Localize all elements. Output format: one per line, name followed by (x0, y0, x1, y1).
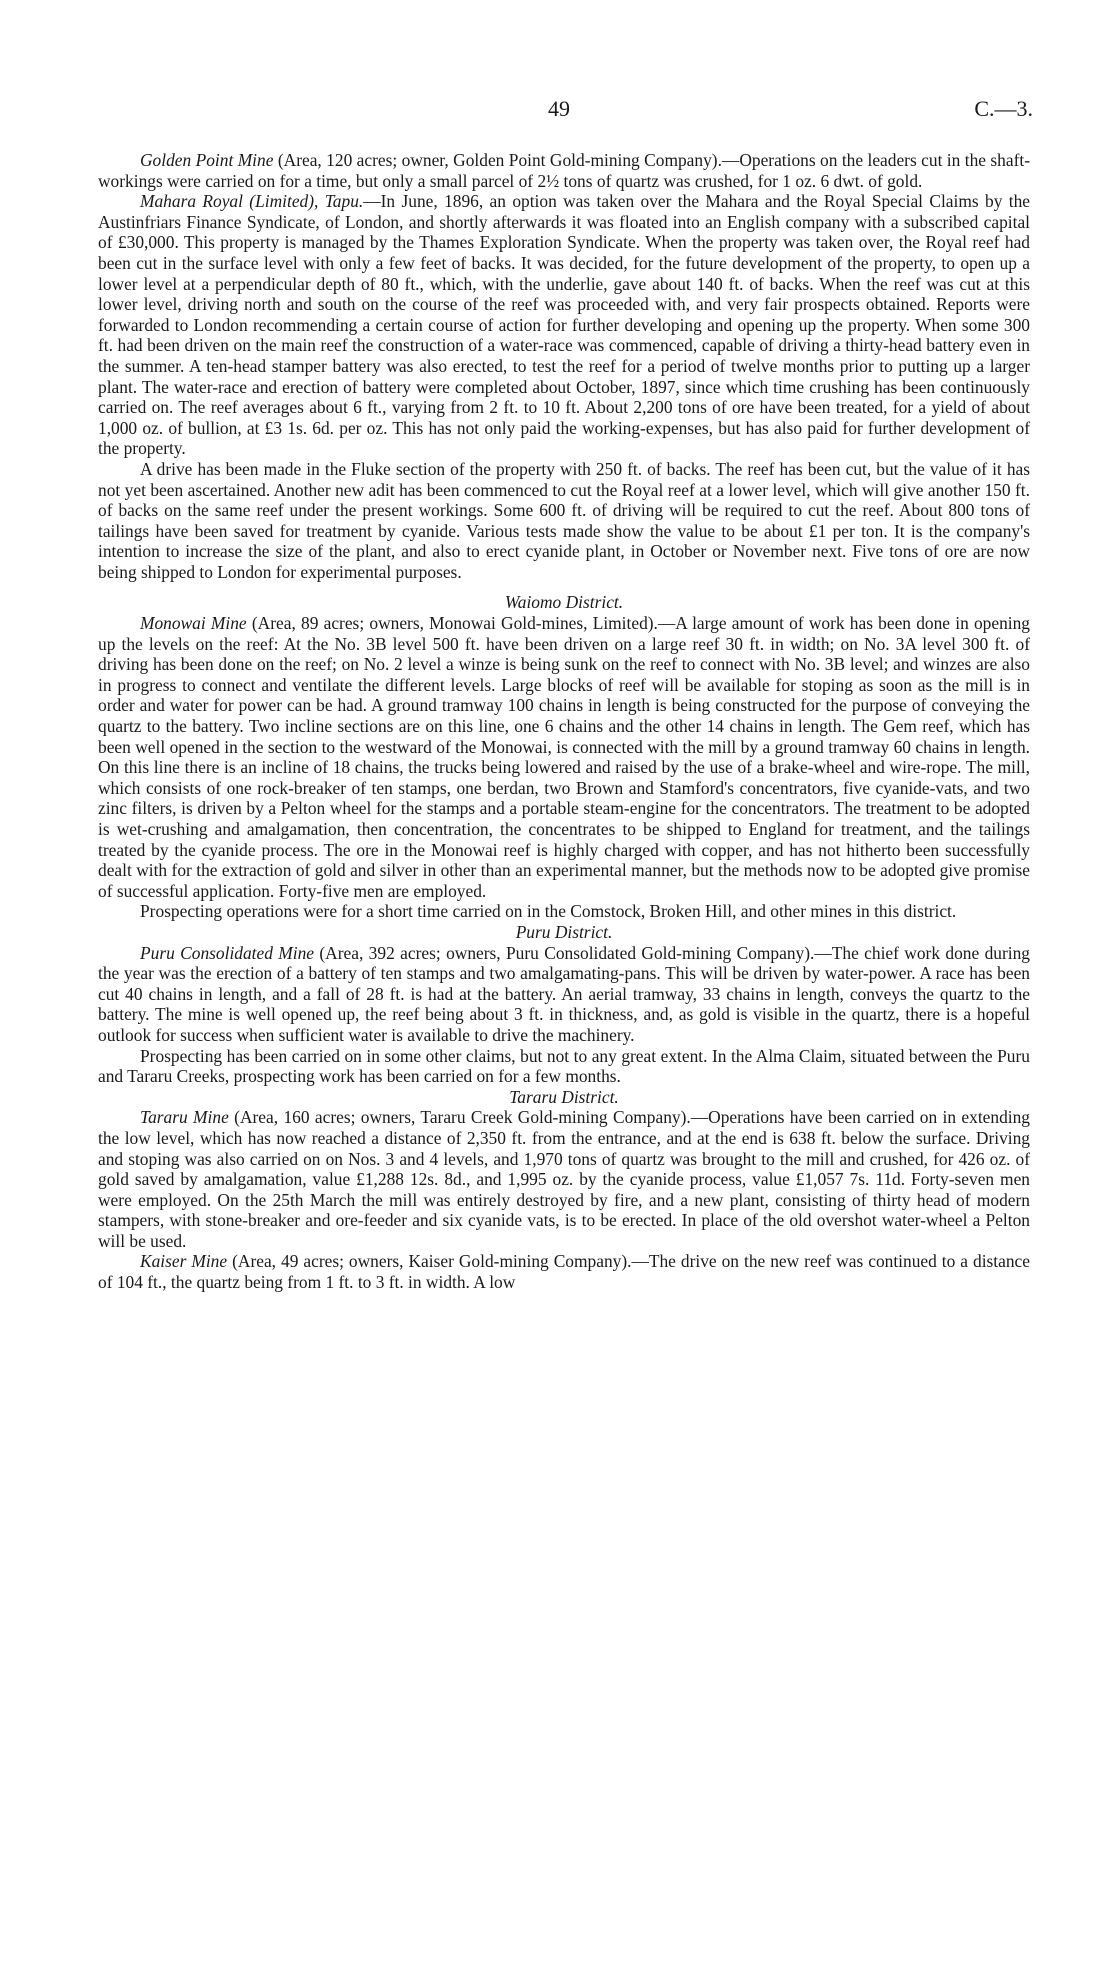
paragraph-text: (Area, 49 acres; owners, Kaiser Gold-mining Company).—The drive on the new reef was continued to a distance of 104 ft., the quartz being from 1 ft. to 3 ft. in width. A low (98, 1251, 1030, 1293)
paragraph-text: A drive has been made in the Fluke section of the property with 250 ft. of backs. The reef has been cut, but the value of it has not yet been ascertained. Another new adit has been commenced to cut the Royal reef at a lower level, which will give another 150 ft. of backs on the same reef under the present workings. Some 600 ft. of driving will be required to cut the reef. About 800 tons of tailings have been saved for treatment by cyanide. Various tests made show the value to be about £1 per ton. It is the company's intention to increase the size of the plant, and also to erect cyanide plant, in October or November next. Five tons of ore are now being shipped to London for experimental purposes. (98, 458, 1030, 582)
mine-name: Puru Consolidated Mine (140, 942, 315, 963)
paragraph-tararu (98, 1107, 1030, 1251)
paragraph-text: (Area, 89 acres; owners, Monowai Gold-mines, Limited).—A large amount of work has been done in opening up the levels on the reef: At the No. 3B level 500 ft. have been driven on a large reef 30 ft. in width; on No. 3A level 300 ft. of driving has been done on the reef; on No. 2 level a winze is being sunk on the reef to connect with No. 3B level; and winzes are also in progress to connect and ventilate the different levels. Large blocks of reef will be available for stoping as soon as the mill is in order and water for power can be had. A ground tramway 100 chains in length is being constructed for the purpose of conveying the quartz to the battery. Two incline sections are on this line, one 6 chains and the other 14 chains in length. The Gem reef, which has been well opened in the section to the westward of the Monowai, is connected with the mill by a ground tramway 60 chains in length. On this line there is an incline of 18 chains, the trucks being lowered and raised by the use of a brake-wheel and wire-rope. The mill, which consists of one rock-breaker of ten stamps, one berdan, two Brown and Stamford's concentrators, five cyanide-vats, and two zinc filters, is driven by a Pelton wheel for the stamps and a portable steam-engine for the concentrators. The treatment to be adopted is wet-crushing and amalgamation, then concentration, the concentrates to be shipped to England for treatment, and the tailings treated by the cyanide process. The ore in the Monowai reef is highly charged with copper, and has not hitherto been successfully dealt with for the extraction of gold and silver in other than an experimental manner, but the methods now to be adopted give promise of successful application. Forty-five men are employed. (98, 613, 1031, 901)
paragraph-puru-consolidated (98, 943, 1030, 1046)
paragraph-fluke-drive (98, 459, 1030, 583)
mine-name: Tararu Mine (140, 1107, 229, 1128)
paragraph-kaiser (98, 1251, 1030, 1292)
heading-puru-district: Puru District. (515, 921, 613, 942)
paragraph-mahara-royal (98, 191, 1030, 459)
paragraph-alma (98, 1046, 1030, 1087)
paragraph-comstock (98, 901, 1030, 922)
mine-name: Mahara Royal (Limited), Tapu. (140, 191, 364, 212)
paragraph-text: (Area, 120 acres; owner, Golden Point Gold-mining Company).—Operations on the leaders cut in the shaft-workings were carried on for a time, but only a small parcel of 2½ tons of quartz was crushed, for 1 oz. 6 dwt. of gold. (98, 150, 1030, 191)
page-header (0, 96, 1114, 126)
heading-waiomo-district: Waiomo District. (504, 592, 624, 613)
mine-name: Golden Point Mine (140, 150, 274, 170)
paragraph-text: Prospecting has been carried on in some other claims, but not to any great extent. In the Alma Claim, situated between the Puru and Tararu Creeks, prospecting work has been carried on for a few months. (98, 1045, 1030, 1087)
paragraph-golden-point (98, 150, 1030, 191)
paragraph-text: —In June, 1896, an option was taken over the Mahara and the Royal Special Claims by the Austinfriars Finance Syndicate, of London, and shortly afterwards it was floated into an English company with a subscribed capital of £30,000. This property is managed by the Thames Exploration Syndicate. When the property was taken over, the Royal reef had been cut in the surface level with only a few feet of backs. It was decided, for the future development of the property, to open up a lower level at a perpendicular depth of 80 ft., which, with the underlie, gave about 140 ft. of backs. When the reef was cut at this lower level, driving north and south on the course of the reef was proceeded with, and very fair prospects obtained. Reports were forwarded to London recommending a certain course of action for further developing and opening up the property. When some 300 ft. had been driven on the main reef the construction of a water-race was commenced, capable of driving a thirty-head battery even in the summer. A ten-head stamper battery was also erected, to test the reef for a period of twelve months prior to putting up a larger plant. The water-race and erection of battery were completed about October, 1897, since which time crushing has been continuously carried on. The reef averages about 6 ft., varying from 2 ft. to 10 ft. About 2,200 tons of ore have been treated, for a yield of about 1,000 oz. of bullion, at £3 1s. 6d. per oz. This has not only paid the working-expenses, but has also paid for further development of the property. (98, 191, 1030, 459)
paragraph-text: Prospecting operations were for a short time carried on in the Comstock, Broken Hill, and other mines in this district. (140, 901, 957, 922)
page-number: 49 (548, 96, 570, 121)
paragraph-monowai (98, 613, 1030, 901)
paragraph-text: (Area, 160 acres; owners, Tararu Creek Gold-mining Company).—Operations have been carried on in extending the low level, which has now reached a distance of 2,350 ft. from the entrance, and at the end is 638 ft. below the surface. Driving and stoping was also carried on on Nos. 3 and 4 levels, and 1,970 tons of quartz was brought to the mill and crushed, for 426 oz. of gold saved by amalgamation, value £1,288 12s. 8d., and 1,995 oz. by the cyanide process, value £1,057 7s. 11d. Forty-seven men were employed. On the 25th March the mill was entirely destroyed by fire, and a new plant, consisting of thirty head of modern stampers, with stone-breaker and ore-feeder and six cyanide vats, is to be erected. In place of the old overshot water-wheel a Pelton will be used. (98, 1107, 1031, 1251)
document-reference: C.—3. (974, 96, 1033, 121)
paragraph-text: (Area, 392 acres; owners, Puru Consolidated Gold-mining Company).—The chief work done during the year was the erection of a battery of ten stamps and two amalgamating-pans. This will be driven by water-power. A race has been cut 40 chains in length, and a fall of 28 ft. is had at the battery. An aerial tramway, 33 chains in length, conveys the quartz to the battery. The mine is well opened up, the reef being about 3 ft. in thickness, and, as gold is visible in the quartz, there is a hopeful outlook for success when sufficient water is available to drive the machinery. (98, 942, 1030, 1045)
mine-name: Monowai Mine (140, 613, 247, 634)
mine-name: Kaiser Mine (140, 1251, 228, 1272)
body-text (98, 150, 1030, 1293)
heading-tararu-district: Tararu District. (509, 1086, 619, 1107)
